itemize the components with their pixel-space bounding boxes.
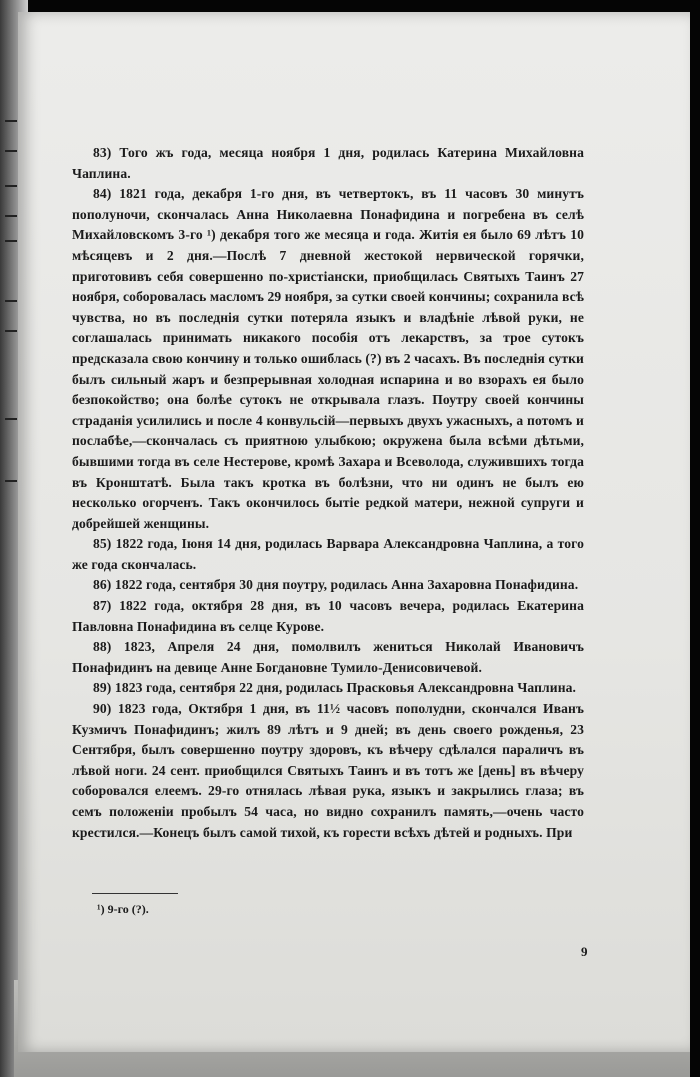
adjacent-page-text-fragment: [5, 150, 17, 152]
footnote: ¹) 9-го (?).: [97, 902, 149, 916]
entry-86: 86) 1822 года, сентября 30 дня поутру, родилась Анна Захаровна Понафидина.: [93, 577, 579, 593]
entry-90: 90) 1823 года, Октября 1 дня, въ 11½ часовъ пополудни, скончался Иванъ Кузмичъ Понафидинъ; жилъ 89 лѣтъ и 9 дней; въ день своего рожденья, 23 Сентября, былъ совершенно поутру здоровъ, къ вѣчеру сдѣлался параличъ въ лѣвой ноги. 24 сент. приобщился Святыхъ Таинъ и въ тотъ же [день] въ вѣчеру соборовался елеемъ. 29-го отнялась лѣвая рука, языкъ и закрылись глаза; въ семъ положеніи пробылъ 54 часа, но видно сохранилъ память,—очень часто крестился.—Конецъ былъ самой тихой, къ горести всѣхъ дѣтей и родныхъ. При: [72, 701, 584, 840]
adjacent-page-text-fragment: [5, 480, 17, 482]
adjacent-page-text-fragment: [5, 185, 17, 187]
entry-89: 89) 1823 года, сентября 22 дня, родилась Прасковья Александровна Чаплина.: [93, 680, 577, 696]
adjacent-page-text-fragment: [5, 300, 17, 302]
page-number: 9: [581, 944, 588, 959]
adjacent-page-text-fragment: [5, 418, 17, 420]
entry-83: 83) Того жъ года, месяца ноября 1 дня, родилась Катерина Михайловна Чаплина.: [72, 145, 584, 181]
entry-84: 84) 1821 года, декабря 1-го дня, въ четвертокъ, въ 11 часовъ 30 минутъ пополуночи, скончалась Анна Николаевна Понафидина и погребена въ селѣ Михайловскомъ 3-го ¹) декабря того же месяца и года. Житія ея было 69 лѣтъ 10 мѣсяцевъ и 2 дня.—Послѣ 7 дневной жестокой нервической горячки, приготовивъ себя совершенно по-христіански, приобщилась Святыхъ Таинъ 27 ноября, соборовалась масломъ 29 ноября, за сутки своей кончины; сохранила всѣ чувства, но въ последнія сутки потеряла языкъ и владѣніе лѣвой руки, не соглашалась принимать никакого пособія отъ лекарствъ, за трое сутокъ предсказала свою кончину и только ошиблась (?) въ 2 часахъ. Въ последнія сутки былъ сильный жаръ и безпрерывная холодная испарина и во взорахъ ея было безпокойство; она болѣе сутокъ не открывала глазъ. Поутру своей кончины страданія усилились и после 4 конвульсій—первыхъ двухъ ужасныхъ, а потомъ и послабѣе,—скончалась съ приятною улыбкою; окружена была всѣми дѣтьми, бывшими тогда въ селе Нестерове, кромѣ Захара и Всеволода, служившихъ тогда въ Кронштатѣ. Была такъ кротка въ болѣзни, что ни одинъ не былъ ею несколько огорченъ. Такъ окончилось бытіе редкой матери, нежной супруги и добрейшей женщины.: [72, 186, 584, 531]
adjacent-page-text-fragment: [5, 215, 17, 217]
entry-88: 88) 1823, Апреля 24 дня, помолвилъ жениться Николай Ивановичъ Понафидинъ на девице Анне Богдановне Тумило-Денисовичевой.: [72, 639, 584, 675]
page-body-text: [72, 143, 584, 843]
entry-85: 85) 1822 года, Іюня 14 дня, родилась Варвара Александровна Чаплина, а того же года скончалась.: [72, 536, 584, 572]
footnote-divider: [92, 893, 178, 894]
adjacent-page-text-fragment: [5, 330, 17, 332]
adjacent-page-text-fragment: [5, 240, 17, 242]
adjacent-page-text-fragment: [5, 120, 17, 122]
entry-87: 87) 1822 года, октября 28 дня, въ 10 часовъ вечера, родилась Екатерина Павловна Понафидина въ селце Курове.: [72, 598, 584, 634]
